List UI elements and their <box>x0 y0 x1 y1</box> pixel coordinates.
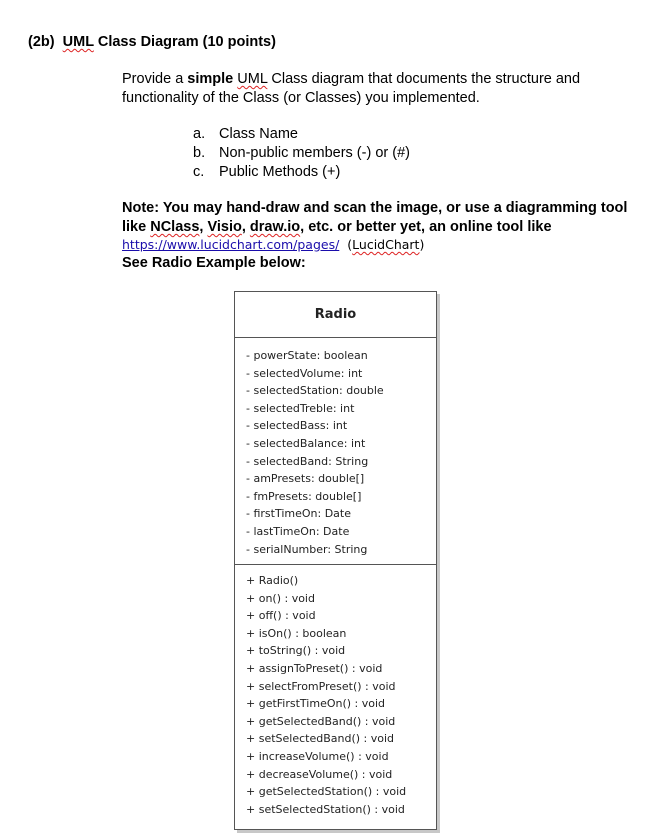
uml-method: + isOn() : boolean <box>246 626 347 640</box>
uml-method: + assignToPreset() : void <box>246 661 383 675</box>
uml-method: + decreaseVolume() : void <box>246 767 393 781</box>
uml-class-diagram <box>234 291 437 830</box>
lucidchart-link[interactable]: https://www.lucidchart.com/pages/ <box>122 237 340 252</box>
uml-attributes-section <box>235 338 436 565</box>
uml-attribute: - selectedBass: int <box>246 419 348 433</box>
uml-class-name: Radio <box>235 292 436 338</box>
uml-method: + setSelectedBand() : void <box>246 732 395 746</box>
uml-attribute: - lastTimeOn: Date <box>246 524 350 538</box>
uml-attribute: - firstTimeOn: Date <box>246 507 352 521</box>
heading-uml: UML <box>62 34 94 50</box>
uml-method: + Radio() <box>246 574 299 587</box>
uml-methods-section <box>235 565 436 818</box>
uml-method: + toString() : void <box>246 644 346 658</box>
uml-method: + selectFromPreset() : void <box>246 679 396 693</box>
intro-text-1: Provide a <box>122 71 188 87</box>
link-line: https://www.lucidchart.com/pages/ (LucidChart) <box>122 237 425 252</box>
uml-attribute: - selectedBand: String <box>246 454 369 468</box>
list-item: b. Non-public members (-) or (#) <box>193 145 410 161</box>
uml-method: + setSelectedStation() : void <box>246 802 405 816</box>
intro-paragraph <box>122 70 642 108</box>
note-paragraph: Note: You may hand-draw and scan the image, or use a diagramming tool like NClass, Visio, draw.io, etc. or better yet, an online tool like <box>122 200 628 235</box>
uml-method: + on() : void <box>246 591 315 605</box>
uml-method: + getFirstTimeOn() : void <box>246 697 386 711</box>
section-heading <box>28 34 276 50</box>
uml-attribute: - selectedBalance: int <box>246 436 366 450</box>
visio-word: Visio <box>207 219 242 235</box>
heading-prefix: (2b) <box>28 34 55 50</box>
uml-method: + increaseVolume() : void <box>246 749 389 763</box>
intro-text-2: Class diagram that documents the structure and functionality of the Class (or Classes) you implemented. <box>122 71 581 106</box>
list-item: a. Class Name <box>193 126 298 142</box>
heading-text: Class Diagram (10 points) <box>97 34 276 50</box>
uml-attribute: - selectedVolume: int <box>246 366 363 380</box>
uml-attribute: - selectedStation: double <box>246 384 384 398</box>
drawio-word: draw.io <box>249 219 301 235</box>
list-item: c. Public Methods (+) <box>193 164 341 180</box>
uml-attribute: - powerState: boolean <box>246 349 368 362</box>
uml-method: + off() : void <box>246 609 316 623</box>
requirements-list <box>193 125 410 182</box>
uml-attribute: - fmPresets: double[] <box>246 489 362 503</box>
uml-method: + getSelectedStation() : void <box>246 785 407 799</box>
uml-attribute: - serialNumber: String <box>246 542 368 556</box>
nclass-word: NClass <box>150 219 200 235</box>
see-example: See Radio Example below: <box>122 255 306 271</box>
intro-bold: simple <box>187 71 234 87</box>
uml-method: + getSelectedBand() : void <box>246 714 396 728</box>
uml-attribute: - amPresets: double[] <box>246 472 365 486</box>
lucidchart-label: LucidChart <box>352 237 420 252</box>
intro-uml: UML <box>237 71 268 87</box>
uml-attribute: - selectedTreble: int <box>246 401 355 415</box>
